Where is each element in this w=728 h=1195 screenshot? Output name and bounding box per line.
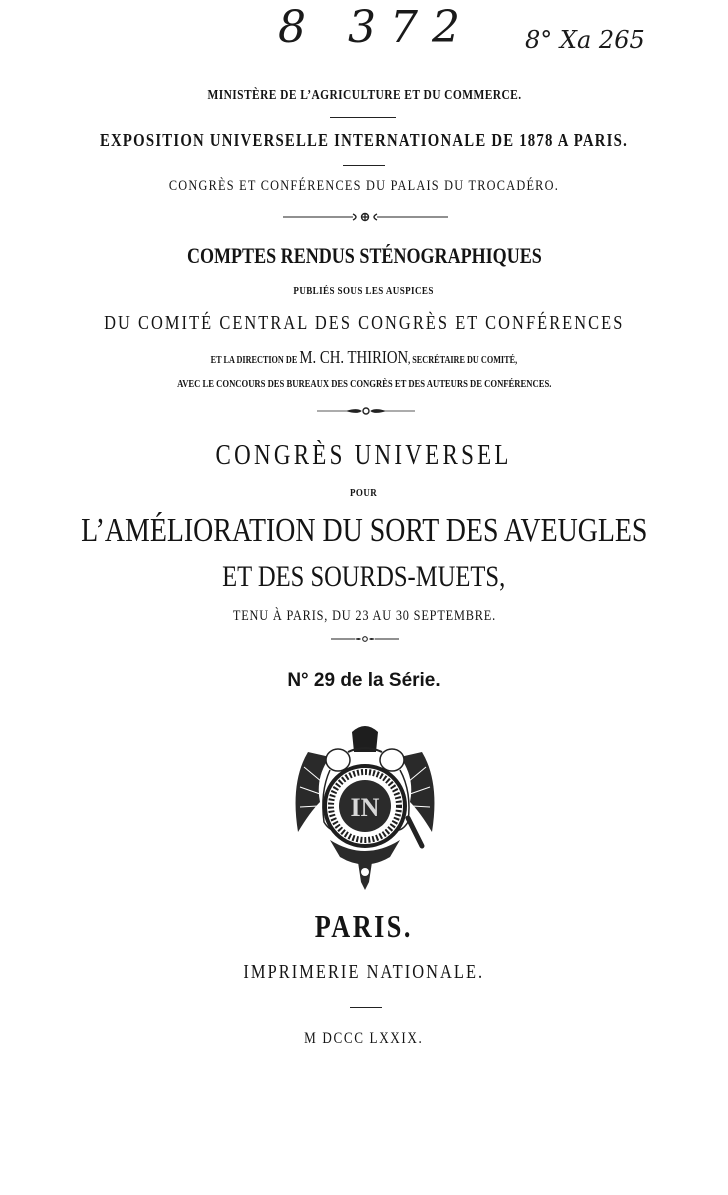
congress-subject-line-2: ET DES SOURDS-MUETS,: [222, 560, 506, 593]
publication-title: COMPTES RENDUS STÉNOGRAPHIQUES: [186, 243, 542, 268]
ministry-heading: MINISTÈRE DE L’AGRICULTURE ET DU COMMERCE.: [206, 88, 522, 103]
concours-line: AVEC LE CONCOURS DES BUREAUX DES CONGRÈS ET DES AUTEURS DE CONFÉRENCES.: [176, 379, 552, 390]
svg-text:IN: IN: [350, 793, 380, 822]
ornamental-divider-icon: [331, 634, 399, 644]
handwritten-shelfmark-right: 8° Xa 265: [525, 26, 645, 54]
ornamental-divider-icon: [283, 210, 448, 224]
auspices-line: PUBLIÉS SOUS LES AUSPICES: [293, 285, 435, 297]
committee-line: DU COMITÉ CENTRAL DES CONGRÈS ET CONFÉRENCES: [103, 312, 625, 334]
congress-name: CONGRÈS UNIVERSEL: [215, 440, 513, 471]
imprint-printer: IMPRIMERIE NATIONALE.: [243, 961, 485, 983]
divider-rule: [343, 165, 385, 166]
director-name: M. CH. THIRION: [299, 347, 409, 367]
exposition-heading: EXPOSITION UNIVERSELLE INTERNATIONALE DE 1878 A PARIS.: [99, 130, 629, 150]
imprint-year: M DCCC LXXIX.: [304, 1030, 424, 1047]
handwritten-shelfmark-left: 8 372: [278, 2, 474, 53]
congress-subject-line-1: L’AMÉLIORATION DU SORT DES AVEUGLES: [80, 512, 648, 549]
ornamental-divider-icon: [317, 405, 415, 417]
congress-dates: TENU À PARIS, DU 23 AU 30 SEPTEMBRE.: [232, 608, 496, 624]
divider-rule: [350, 1007, 382, 1008]
pour-line: POUR: [350, 487, 378, 499]
imprimerie-nationale-emblem-icon: [290, 722, 440, 894]
series-number: N° 29 de la Série.: [287, 670, 441, 691]
imprint-city: PARIS.: [314, 908, 414, 944]
direction-line: ET LA DIRECTION DE M. CH. THIRION, SECRÉTAIRE DU COMITÉ,: [210, 347, 518, 367]
congresses-heading: CONGRÈS ET CONFÉRENCES DU PALAIS DU TROCADÉRO.: [168, 178, 560, 194]
divider-rule: [330, 117, 396, 118]
